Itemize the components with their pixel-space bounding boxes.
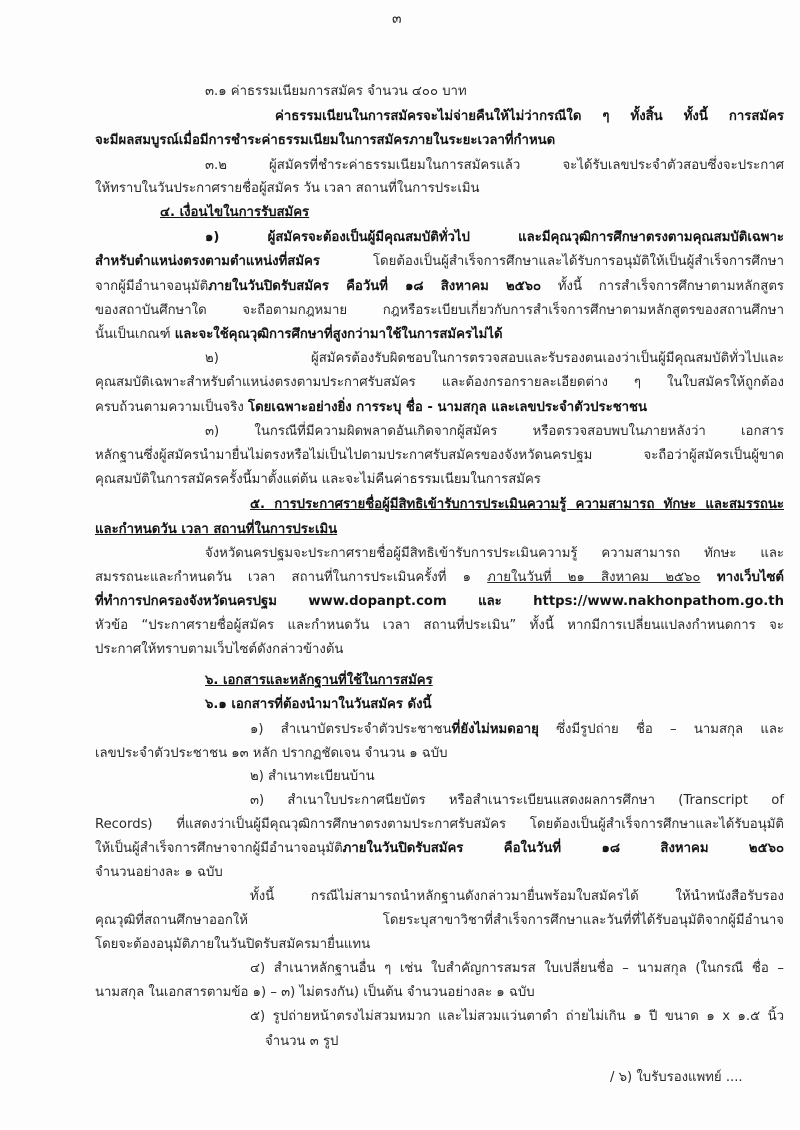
text-segment: และจะใช้คุณวุฒิการศึกษาที่สูงกว่ามาใช้ในการสมัครไม่ได้	[174, 327, 503, 342]
text-line	[95, 863, 784, 883]
text-line	[205, 422, 784, 442]
text-line	[95, 520, 784, 540]
text-line	[250, 767, 784, 787]
text-segment: และกำหนดวัน เวลา สถานที่ในการประเมิน	[95, 522, 338, 537]
text-line	[205, 695, 784, 715]
text-segment: สมรรถนะและกำหนดวัน เวลา สถานที่ในการประเมินครั้งที่ ๑	[95, 570, 488, 585]
text-line	[250, 495, 784, 515]
text-line	[205, 544, 784, 564]
text-segment: ให้เป็นผู้สำเร็จการศึกษาจากผู้มีอำนาจอนุมัติ	[95, 841, 343, 856]
text-segment: ที่ยังไม่หมดอายุ	[451, 722, 539, 737]
text-line	[205, 82, 784, 102]
text-line	[95, 470, 784, 490]
text-segment: คุณสมบัติเฉพาะสำหรับตำแหน่งตรงตามประกาศรับสมัคร และต้องกรอกรายละเอียดต่าง ๆ ในใบสมัครให้ถูกต้อง	[95, 375, 784, 390]
text-segment: หัวข้อ “ประกาศรายชื่อผู้สมัคร และกำหนดวัน เวลา สถานที่ประเมิน” ทั้งนี้ หากมีการเปลี่ยนแปลงกำหนดการ จะ	[95, 618, 784, 633]
text-segment: สำหรับตำแหน่งตรงตามตำแหน่งที่สมัคร	[95, 254, 320, 269]
text-line	[95, 640, 784, 660]
text-line	[250, 1007, 784, 1027]
text-segment: จังหวัดนครปฐมจะประกาศรายชื่อผู้มีสิทธิเข้ารับการประเมินความรู้ ความสามารถ ทักษะ และ	[205, 546, 784, 561]
text-line	[95, 398, 784, 418]
text-segment: ๓.๑ ค่าธรรมเนียมการสมัคร จำนวน ๔๐๐ บาท	[205, 84, 467, 99]
text-segment: นามสกุล ในเอกสารตามข้อ ๑) – ๓) ไม่ตรงกัน) เป็นต้น จำนวนอย่างละ ๑ ฉบับ	[95, 985, 535, 1000]
text-segment: ค่าธรรมเนียนในการสมัครจะไม่จ่ายคืนให้ไม่ว่ากรณีใด ๆ ทั้งสิ้น ทั้งนี้ การสมัคร	[275, 109, 784, 124]
text-segment: ๖. เอกสารและหลักฐานที่ใช้ในการสมัคร	[205, 673, 433, 688]
text-line	[95, 983, 784, 1003]
text-segment: นั้นเป็นเกณฑ์	[95, 327, 175, 342]
text-line	[205, 349, 784, 369]
text-line	[95, 911, 784, 931]
text-segment: ซึ่งมีรูปถ่าย ชื่อ – นามสกุล และ	[538, 722, 784, 737]
text-line	[205, 156, 784, 176]
text-line	[250, 959, 784, 979]
text-line	[95, 744, 784, 764]
text-segment: ๓) สำเนาใบประกาศนียบัตร หรือสำเนาระเบียนแสดงผลการศึกษา (Transcript of	[250, 793, 784, 808]
text-segment: Records) ที่แสดงว่าเป็นผู้มีคุณวุฒิการศึกษาตรงตามประกาศรับสมัคร โดยต้องเป็นผู้สำเร็จการศึกษาและได้รับอนุมัติ	[95, 817, 784, 832]
text-segment: ๕) รูปถ่ายหน้าตรงไม่สวมหมวก และไม่สวมแว่นตาดำ ถ่ายไม่เกิน ๑ ปี ขนาด ๑ x ๑.๕ นิ้ว	[250, 1009, 784, 1024]
text-segment: ทั้งนี้ การสำเร็จการศึกษาตามหลักสูตร	[541, 279, 784, 294]
text-segment: เลขประจำตัวประชาชน ๑๓ หลัก ปรากฏชัดเจน จำนวน ๑ ฉบับ	[95, 746, 448, 761]
text-segment: ทางเว็บไซต์	[700, 570, 784, 585]
text-segment: ของสถาบันศึกษาใด จะถือตามกฎหมาย กฎหรือระเบียบเกี่ยวกับการสำเร็จการศึกษาตามหลักสูตรของสถานศึกษา	[95, 303, 784, 318]
text-line	[205, 671, 784, 691]
text-line	[95, 568, 784, 588]
text-line	[250, 887, 784, 907]
text-segment: โดยต้องเป็นผู้สำเร็จการศึกษาและได้รับการอนุมัติให้เป็นผู้สำเร็จการศึกษา	[319, 254, 784, 269]
text-segment: จำนวน ๓ รูป	[265, 1034, 339, 1049]
text-line	[95, 179, 784, 199]
text-line	[265, 1032, 784, 1052]
text-line	[95, 325, 784, 345]
text-segment: คุณสมบัติในการสมัครครั้งนี้มาตั้งแต่ต้น และจะไม่คืนค่าธรรมเนียมในการสมัคร	[95, 472, 541, 487]
text-segment: ประกาศให้ทราบตามเว็บไซต์ดังกล่าวข้างต้น	[95, 642, 344, 657]
text-line	[95, 277, 784, 297]
text-segment: โดยเฉพาะอย่างยิ่ง การระบุ ชื่อ - นามสกุล และเลขประจำตัวประชาชน	[248, 400, 648, 415]
text-line	[95, 446, 784, 466]
text-segment: ให้ทราบในวันประกาศรายชื่อผู้สมัคร วัน เวลา สถานที่ในการประเมิน	[95, 181, 480, 196]
text-line	[95, 935, 784, 955]
text-segment: ๖.๑ เอกสารที่ต้องนำมาในวันสมัคร ดังนี้	[205, 697, 432, 712]
text-line	[95, 373, 784, 393]
text-segment: คุณวุฒิที่สถานศึกษาออกให้ โดยระบุสาขาวิชาที่สำเร็จการศึกษาและวันที่ที่ได้รับอนุมัติจากผู้มีอำนาจ	[95, 913, 784, 928]
text-line	[95, 301, 784, 321]
text-segment: ภายในวันที่ ๒๑ สิงหาคม ๒๕๖๐	[487, 570, 701, 585]
text-segment: ๔) สำเนาหลักฐานอื่น ๆ เช่น ใบสำคัญการสมรส ใบเปลี่ยนชื่อ – นามสกุล (ในกรณี ชื่อ –	[250, 961, 784, 976]
text-segment: ภายในวันปิดรับสมัคร คือวันที่ ๑๘ สิงหาคม ๒๕๖๐	[208, 279, 542, 294]
text-line	[610, 1068, 743, 1088]
text-segment: ที่ทำการปกครองจังหวัดนครปฐม www.dopanpt.com และ https://www.nakhonpathom.go.th	[95, 594, 784, 609]
text-line	[95, 815, 784, 835]
text-segment: ๒) สำเนาทะเบียนบ้าน	[250, 769, 375, 784]
text-line	[95, 252, 784, 272]
text-segment: ครบถ้วนตามความเป็นจริง	[95, 400, 249, 415]
text-segment: ๒) ผู้สมัครต้องรับผิดชอบในการตรวจสอบและรับรองตนเองว่าเป็นผู้มีคุณสมบัติทั่วไปและ	[205, 351, 784, 366]
text-line	[250, 720, 784, 740]
text-segment: ๑) สำเนาบัตรประจำตัวประชาชน	[250, 722, 452, 737]
text-line	[95, 839, 784, 859]
text-segment: หลักฐานซึ่งผู้สมัครนำมายื่นไม่ตรงหรือไม่เป็นไปตามประกาศรับสมัครของจังหวัดนครปฐม จะถือว่าผู้สมัครเป็นผู้ขาด	[95, 448, 784, 463]
text-line	[95, 131, 784, 151]
text-segment: จากผู้มีอำนาจอนุมัติ	[95, 279, 209, 294]
text-segment: ๕. การประกาศรายชื่อผู้มีสิทธิเข้ารับการประเมินความรู้ ความสามารถ ทักษะ และสมรรถนะ	[250, 497, 784, 512]
text-segment: ทั้งนี้ กรณีไม่สามารถนำหลักฐานดังกล่าวมายื่นพร้อมใบสมัครได้ ให้นำหนังสือรับรอง	[250, 889, 784, 904]
text-segment: โดยจะต้องอนุมัติภายในวันปิดรับสมัครมายื่นแทน	[95, 937, 371, 952]
text-segment: จำนวนอย่างละ ๑ ฉบับ	[95, 865, 223, 880]
text-segment: จะมีผลสมบูรณ์เมื่อมีการชำระค่าธรรมเนียมในการสมัครภายในระยะเวลาที่กำหนด	[95, 133, 556, 148]
text-segment: ภายในวันปิดรับสมัคร คือในวันที่ ๑๘ สิงหาคม ๒๕๖๐	[342, 841, 784, 856]
text-segment: ๔. เงื่อนไขในการรับสมัคร	[160, 205, 310, 220]
text-line	[95, 592, 784, 612]
text-segment: ๑) ผู้สมัครจะต้องเป็นผู้มีคุณสมบัติทั่วไป และมีคุณวุฒิการศึกษาตรงตามคุณสมบัติเฉพาะ	[205, 230, 784, 245]
text-line	[95, 616, 784, 636]
page-number: ๓	[392, 11, 402, 27]
text-line	[205, 228, 784, 248]
text-line	[275, 107, 784, 127]
text-segment: / ๖) ใบรับรองแพทย์ ....	[610, 1070, 743, 1085]
text-line	[160, 203, 784, 223]
text-segment: ๓) ในกรณีที่มีความผิดพลาดอันเกิดจากผู้สมัคร หรือตรวจสอบพบในภายหลังว่า เอกสาร	[205, 424, 784, 439]
text-segment: ๓.๒ ผู้สมัครที่ชำระค่าธรรมเนียมในการสมัครแล้ว จะได้รับเลขประจำตัวสอบซึ่งจะประกาศ	[205, 158, 784, 173]
text-line	[250, 791, 784, 811]
